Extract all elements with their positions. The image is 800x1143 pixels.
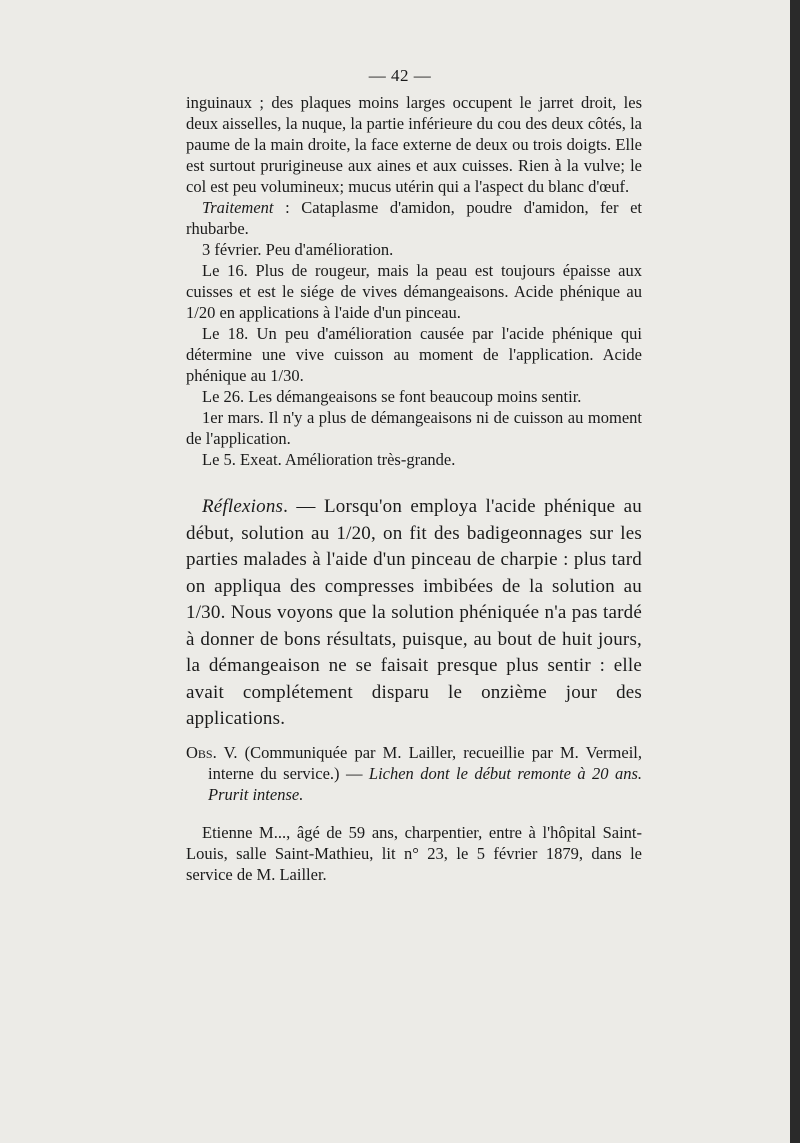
observation-entry: Le 26. Les démangeaisons se font beaucoup moins sentir. <box>202 387 582 406</box>
observation-v-title: Lichen dont le début remonte à 20 ans. Prurit intense. <box>208 764 642 804</box>
reflexions-text: . — Lorsqu'on employa l'acide phénique au début, solution au 1/20, on fit des badigeonnages sur les parties malades à l'aide d'un pinceau de charpie : plus tard on appliqua des compresses imbibées de la solution au 1/30. Nous voyons que la solution phéniquée n'a pas tardé à donner de bons résultats, puisque, au bout de huit jours, la démangeaison ne se faisait presque plus sentir : elle avait complétement disparu le onzième jour des applications. <box>186 496 642 729</box>
observation-v-intro-paragraph: Etienne M..., âgé de 59 ans, charpentier, entre à l'hôpital Saint-Louis, salle Saint-Mathieu, lit n° 23, le 5 février 1879, dans le service de M. Lailler. <box>186 823 642 884</box>
page-number: — 42 — <box>368 66 432 85</box>
reflexions-label: Réflexions <box>202 496 284 517</box>
page-edge-shadow <box>790 0 800 1143</box>
treatment-paragraph <box>186 197 642 239</box>
observation-v-attribution: (Communiquée par M. Lailler, recueillie par M. Vermeil, interne du service.) — <box>208 743 642 783</box>
observation-v-header <box>186 742 642 805</box>
observation-v-heading <box>186 742 642 805</box>
observation-entry: 3 février. Peu d'amélioration. <box>202 240 394 259</box>
observation-entry: 1er mars. Il n'y a plus de démangeaisons ni de cuisson au moment de l'application. <box>186 408 642 448</box>
observation-entry: Le 5. Exeat. Amélioration très-grande. <box>202 450 456 469</box>
observation-v-intro <box>186 822 642 885</box>
observation-entry: Le 18. Un peu d'amélioration causée par l'acide phénique qui détermine une vive cuisson au moment de l'application. Acide phénique au 1/30. <box>186 324 642 385</box>
observation-entry: Le 16. Plus de rougeur, mais la peau est toujours épaisse aux cuisses et est le siége de vives démangeaisons. Acide phénique au 1/20 en applications à l'aide d'un pinceau. <box>186 261 642 322</box>
observation-v-label: Obs. V. <box>186 743 238 762</box>
treatment-text: : Cataplasme d'amidon, poudre d'amidon, fer et rhubarbe. <box>186 198 642 238</box>
reflexions-section <box>186 494 642 733</box>
reflexions-paragraph <box>186 494 642 733</box>
treatment-label: Traitement <box>202 198 274 217</box>
observation-body <box>186 92 642 470</box>
observation-paragraph: inguinaux ; des plaques moins larges occupent le jarret droit, les deux aisselles, la nuque, la partie inférieure du cou des deux côtés, la paume de la main droite, la face externe de deux ou trois doigts. Elle est surtout prurigineuse aux aines et aux cuisses. Rien à la vulve; le col est peu volumineux; mucus utérin qui a l'aspect du blanc d'œuf. <box>186 93 642 196</box>
